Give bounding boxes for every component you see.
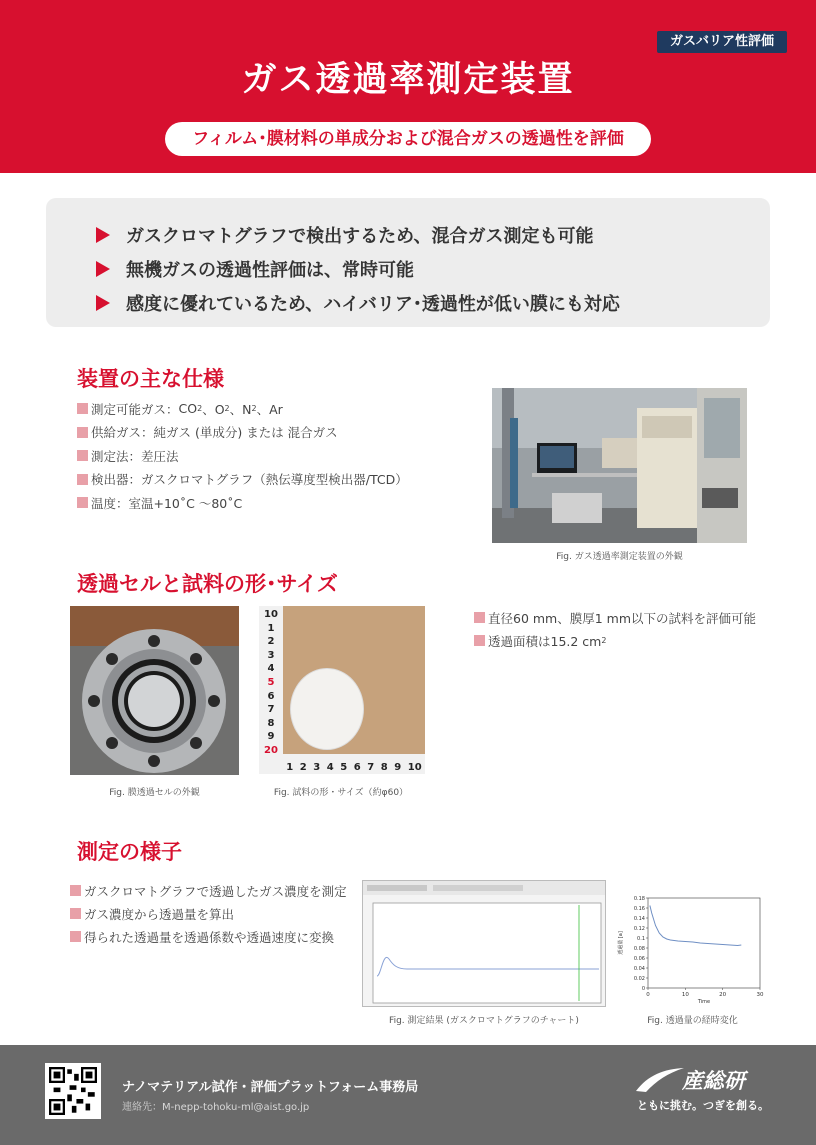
triangle-bullet-icon <box>96 295 110 311</box>
contact-email: 連絡先：M-nepp-tohoku-ml@aist.go.jp <box>122 1102 310 1113</box>
x-tick-label: 20 <box>719 992 727 998</box>
y-tick-label: 0.08 <box>633 946 645 952</box>
permeation-caption: Fig. 透過量の経時変化 <box>647 1016 738 1026</box>
aist-logo: 産総研 <box>682 1069 745 1093</box>
square-bullet-icon <box>70 885 81 896</box>
specs-list <box>77 397 477 515</box>
features-box <box>46 198 770 327</box>
gc-chart-caption: Fig. 測定結果 (ガスクロマトグラフのチャート) <box>389 1016 579 1026</box>
y-tick-label: 0.1 <box>637 936 645 942</box>
measurement-list <box>70 879 347 948</box>
subtitle: フィルム･膜材料の単成分および混合ガスの透過性を評価 <box>165 122 651 156</box>
triangle-bullet-icon <box>96 261 110 277</box>
cell-title: 透過セルと試料の形･サイズ <box>77 572 338 596</box>
ruler-vertical: 10 1 2 3 4 5 6 7 8 9 20 <box>259 606 283 774</box>
square-bullet-icon <box>77 497 88 508</box>
aist-swoosh-icon <box>634 1065 686 1095</box>
y-tick-label: 0.06 <box>633 956 645 962</box>
qr-code-icon <box>45 1063 101 1119</box>
header-band <box>0 0 816 173</box>
cell-item: 直径60 mm、膜厚1 mm以下の試料を評価可能 <box>474 606 756 629</box>
cell-photo <box>70 606 239 775</box>
y-tick-label: 0 <box>641 986 645 992</box>
y-tick-label: 0.16 <box>633 906 645 912</box>
x-tick-label: 30 <box>756 992 764 998</box>
cell-item: 透過面積は15.2 cm 2 <box>474 629 756 652</box>
square-bullet-icon <box>474 635 485 646</box>
measurement-item: ガス濃度から透過量を算出 <box>70 902 347 925</box>
equipment-photo <box>492 388 747 543</box>
spec-item: 温度：室温+10˚C ～80˚C <box>77 491 477 515</box>
y-tick-label: 0.18 <box>633 896 645 902</box>
square-bullet-icon <box>77 403 88 414</box>
y-tick-label: 0.02 <box>633 976 645 982</box>
square-bullet-icon <box>474 612 485 623</box>
measurement-title: 測定の様子 <box>77 840 182 864</box>
equipment-caption: Fig. ガス透過率測定装置の外観 <box>556 552 683 562</box>
aist-slogan: ともに挑む。つぎを創る。 <box>637 1099 769 1112</box>
sample-photo <box>259 606 425 774</box>
feature-item: 感度に優れているため、ハイバリア･透過性が低い膜にも対応 <box>96 286 770 320</box>
square-bullet-icon <box>77 427 88 438</box>
sample-disc <box>290 668 364 750</box>
ruler-horizontal: 1 2 3 4 5 6 7 8 9 10 <box>283 754 425 774</box>
square-bullet-icon <box>77 450 88 461</box>
feature-item: ガスクロマトグラフで検出するため、混合ガス測定も可能 <box>96 218 770 252</box>
spec-item: 測定可能ガス： CO 2 、O 2 、N 2 、Ar <box>77 397 477 421</box>
square-bullet-icon <box>77 474 88 485</box>
cell-list <box>474 606 756 652</box>
feature-item: 無機ガスの透過性評価は、常時可能 <box>96 252 770 286</box>
permeation-chart <box>610 890 770 1010</box>
office-name: ナノマテリアル試作・評価プラットフォーム事務局 <box>122 1080 419 1095</box>
y-tick-label: 0.14 <box>633 916 645 922</box>
cell-caption: Fig. 膜透過セルの外観 <box>109 788 200 798</box>
sample-caption: Fig. 試料の形・サイズ（約φ60） <box>273 788 409 798</box>
x-tick-label: 0 <box>646 992 650 998</box>
spec-item: 検出器：ガスクロマトグラフ（熱伝導度型検出器/TCD） <box>77 468 477 492</box>
y-tick-label: 0.04 <box>633 966 645 972</box>
triangle-bullet-icon <box>96 227 110 243</box>
y-tick-label: 0.12 <box>633 926 645 932</box>
spec-item: 測定法：差圧法 <box>77 444 477 468</box>
measurement-item: 得られた透過量を透過係数や透過速度に変換 <box>70 925 347 948</box>
permeation-chart-svg <box>610 890 770 1010</box>
x-tick-label: 10 <box>681 992 689 998</box>
spec-item: 供給ガス：純ガス (単成分) または 混合ガス <box>77 421 477 445</box>
square-bullet-icon <box>70 908 81 919</box>
gc-chart-screenshot <box>362 880 606 1007</box>
x-axis-label: Time <box>697 999 711 1005</box>
specs-title: 装置の主な仕様 <box>77 367 224 391</box>
page-title: ガス透過率測定装置 <box>241 60 575 100</box>
category-tag: ガスバリア性評価 <box>657 31 787 53</box>
footer <box>0 1045 816 1145</box>
y-axis-label: 透過量 [a] <box>618 931 624 955</box>
measurement-item: ガスクロマトグラフで透過したガス濃度を測定 <box>70 879 347 902</box>
square-bullet-icon <box>70 931 81 942</box>
